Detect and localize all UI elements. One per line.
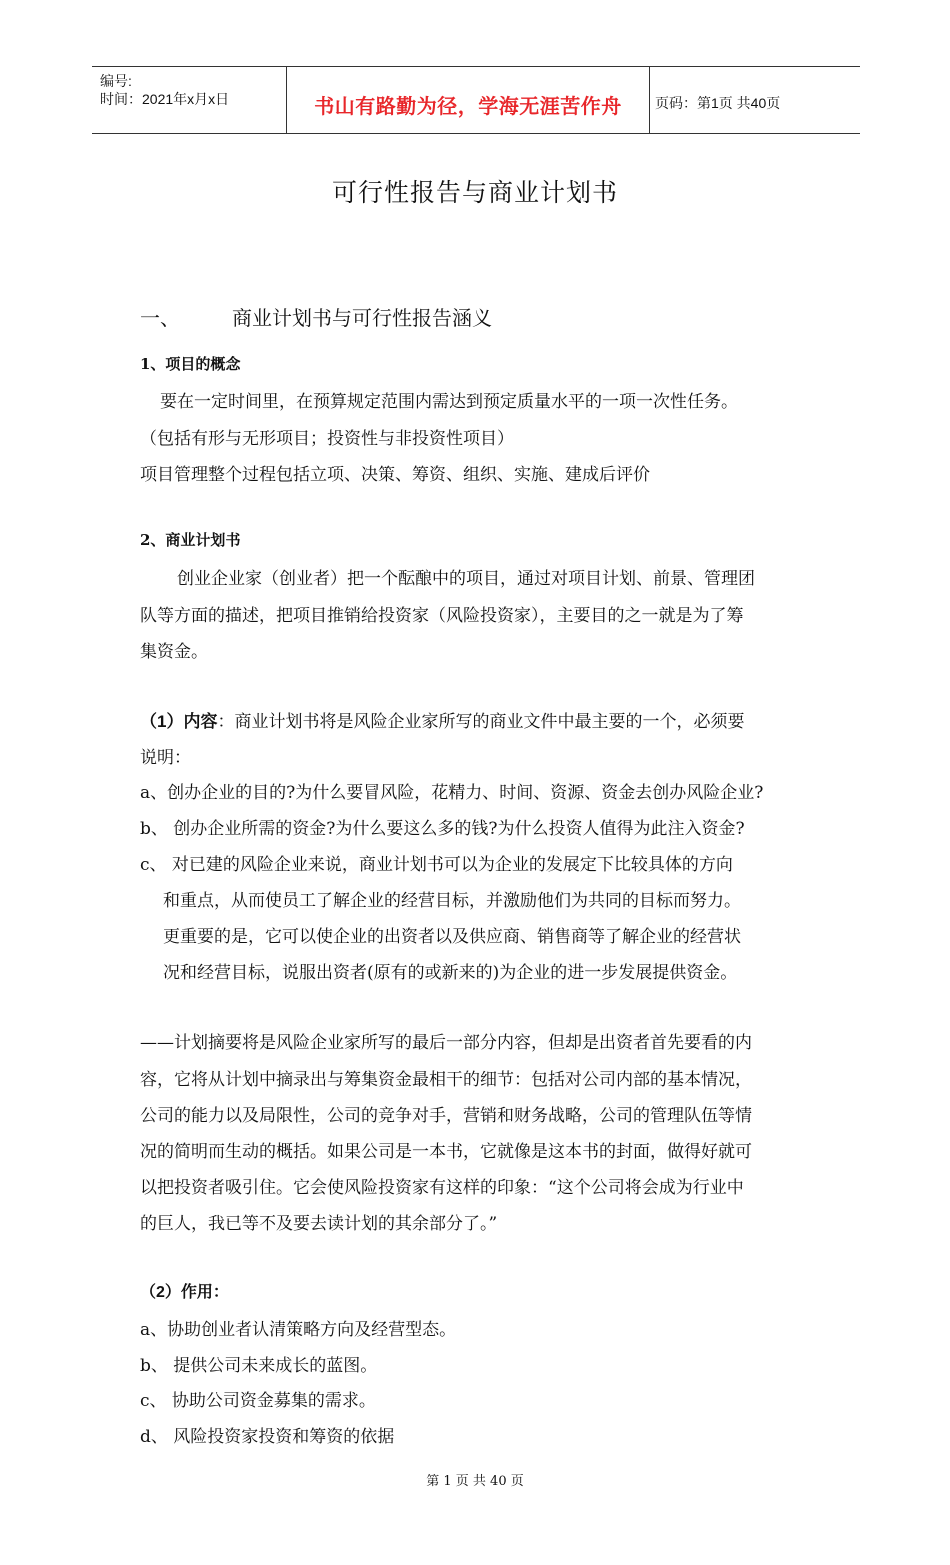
document-title: 可行性报告与商业计划书 <box>331 179 618 207</box>
list-item-b: b、 创办企业所需的资金?为什么要这么多的钱?为什么投资人值得为此注入资金? <box>140 819 745 839</box>
summary-line: 容，它将从计划中摘录出与筹集资金最相干的细节：包括对公司内部的基本情况， <box>140 1070 752 1090</box>
time-label: 时间：2021年x月x日 <box>100 91 230 107</box>
paragraph-line: 要在一定时间里，在预算规定范围内需达到预定质量水平的一项一次性任务。 <box>160 392 738 412</box>
content-label: （1）内容 <box>140 712 218 731</box>
section-heading <box>140 302 492 331</box>
summary-line: 况的简明而生动的概括。如果公司是一本书，它就像是这本书的封面，做得好就可 <box>140 1142 752 1162</box>
list-item-a: a、创办企业的目的?为什么要冒风险，花精力、时间、资源、资金去创办风险企业? <box>140 783 764 803</box>
paragraph-line: 队等方面的描述，把项目推销给投资家（风险投资家），主要目的之一就是为了筹 <box>140 606 744 626</box>
summary-line: ——计划摘要将是风险企业家所写的最后一部分内容，但却是出资者首先要看的内 <box>140 1033 752 1053</box>
function-label: （2）作用： <box>140 1284 229 1301</box>
paragraph-line: 项目管理整个过程包括立项、决策、筹资、组织、实施、建成后评价 <box>140 465 650 485</box>
section-title: 商业计划书与可行性报告涵义 <box>232 308 492 330</box>
paragraph-line: 创业企业家（创业者）把一个酝酿中的项目，通过对项目计划、前景、管理团 <box>177 569 755 589</box>
header-meta-cell <box>92 67 286 133</box>
content-intro-line2: 说明： <box>140 748 191 768</box>
paragraph-line: （包括有形与无形项目；投资性与非投资性项目） <box>140 429 514 449</box>
content-intro <box>140 707 744 732</box>
header-motto-cell <box>286 67 650 133</box>
summary-line: 的巨人，我已等不及要去读计划的其余部分了。” <box>140 1214 498 1234</box>
document-header <box>92 66 860 134</box>
header-page-cell <box>649 67 860 133</box>
paragraph-line: 集资金。 <box>140 642 208 662</box>
section-number: 一、 <box>140 308 180 330</box>
subheading-project-concept: 1、项目的概念 <box>140 355 241 373</box>
list-item-c-cont: 更重要的是，它可以使企业的出资者以及供应商、销售商等了解企业的经营状 <box>163 927 741 947</box>
page-footer: 第 1 页 共 40 页 <box>426 1474 524 1489</box>
summary-line: 公司的能力以及局限性，公司的竞争对手，营销和财务战略，公司的管理队伍等情 <box>140 1106 752 1126</box>
subheading-business-plan: 2、商业计划书 <box>140 531 241 549</box>
function-item: a、协助创业者认清策略方向及经营型态。 <box>140 1320 457 1340</box>
summary-line: 以把投资者吸引住。它会使风险投资家有这样的印象：“这个公司将会成为行业中 <box>140 1178 744 1198</box>
function-item: d、 风险投资家投资和筹资的依据 <box>140 1427 395 1447</box>
list-item-c-cont: 况和经营目标，说服出资者(原有的或新来的)为企业的进一步发展提供资金。 <box>163 963 738 983</box>
list-item-c-cont: 和重点，从而使员工了解企业的经营目标，并激励他们为共同的目标而努力。 <box>163 891 741 911</box>
list-item-c: c、 对已建的风险企业来说，商业计划书可以为企业的发展定下比较具体的方向 <box>140 855 733 875</box>
motto-text: 书山有路勤为径，学海无涯苦作舟 <box>314 94 622 118</box>
function-item: b、 提供公司未来成长的蓝图。 <box>140 1356 378 1376</box>
content-intro-text: ：商业计划书将是风险企业家所写的商业文件中最主要的一个，必须要 <box>217 712 745 732</box>
function-item: c、 协助公司资金募集的需求。 <box>140 1391 376 1411</box>
page-indicator: 页码：第1页 共40页 <box>655 95 781 111</box>
serial-label: 编号: <box>100 73 132 89</box>
